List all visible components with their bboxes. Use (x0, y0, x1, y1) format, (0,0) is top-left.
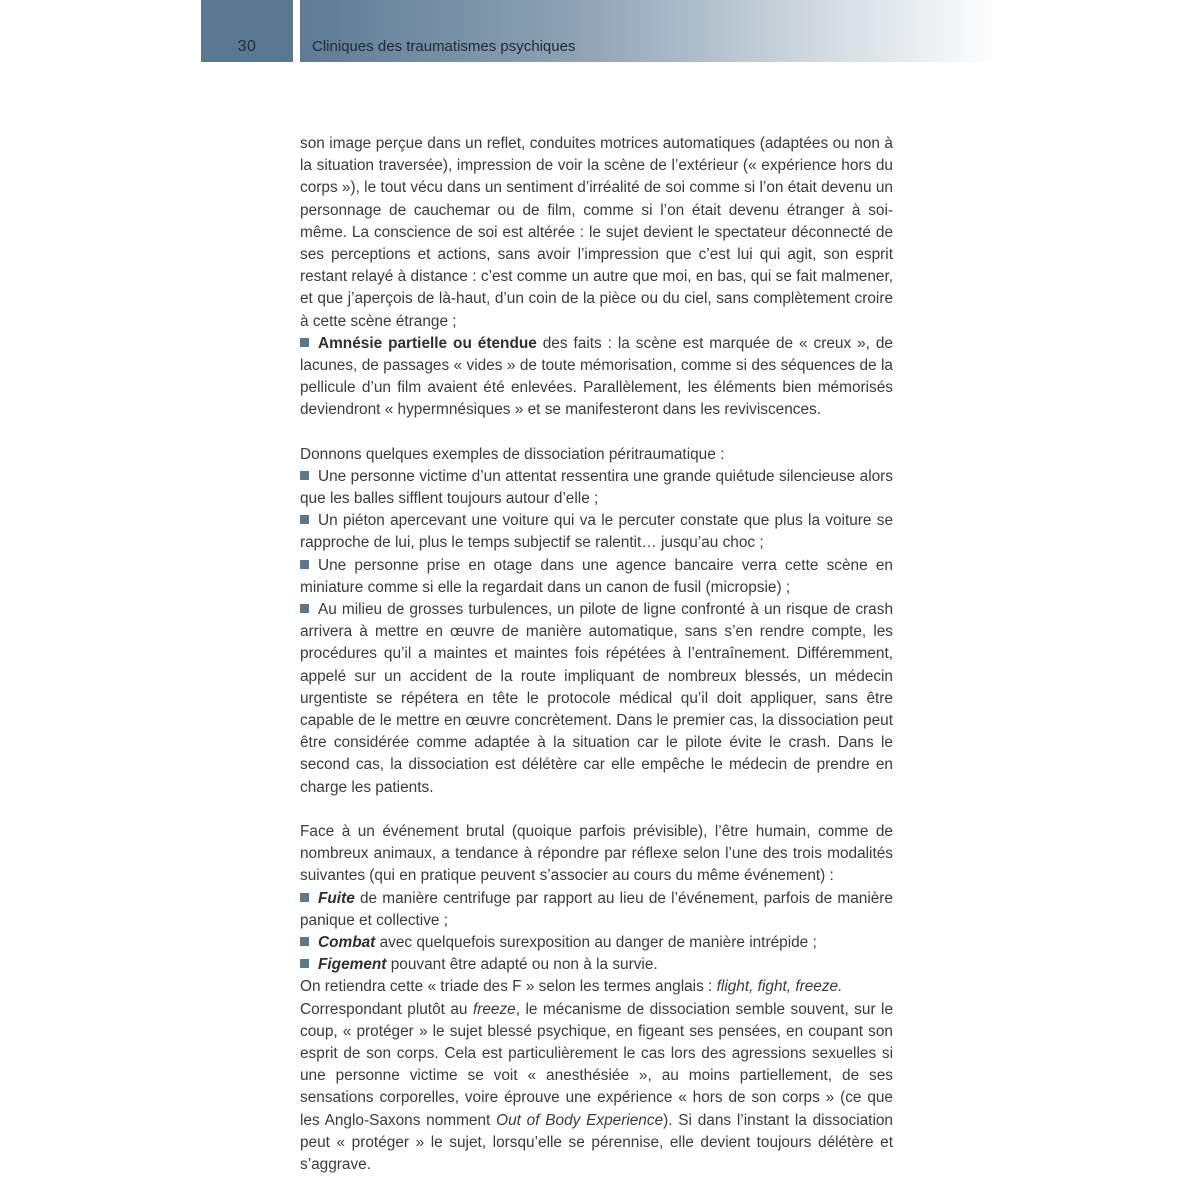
paragraph-depersonalization: son image perçue dans un reflet, conduites motrices automatiques (adaptées ou non à la situation traversée), impression de voir la scène de l’extérieur (« expérience hors du corps »), le tout vécu dans un sentiment d’irréalité de soi comme si l’on était devenu un personnage de cauchemar ou de film, comme si l’on était devenu étranger à soi-même. La conscience de soi est altérée : le sujet devient le spectateur déconnecté de ses perceptions et actions, sans avoir l’impression que c’est lui qui agit, son esprit restant relayé à distance : c’est comme un autre que moi, en bas, qui se fait malmener, et que j’aperçois de là-haut, d’un coin de la pièce ou du ciel, sans complètement croire à cette scène étrange ; (300, 135, 893, 330)
bullet-square-icon (300, 959, 309, 968)
list-item-example-4 (300, 599, 893, 799)
bullet-square-icon (300, 338, 309, 347)
list-item-example-1 (300, 466, 893, 510)
page-body (300, 133, 893, 1176)
triad-terms: flight, fight, freeze. (716, 978, 843, 996)
list-item-example-2 (300, 510, 893, 554)
amnesia-text: des faits : la scène est marquée de « creux », de lacunes, de passages « vides » de toute mémorisation, comme si des séquences de la pellicule d’un film avaient été enlevées. Parallèlement, les éléments bien mémorisés deviendront « hypermnésiques » et se manifesteront dans les reviviscences. (300, 334, 893, 419)
fuite-text: de manière centrifuge par rapport au lieu de l’événement, parfois de manière panique et collective ; (300, 889, 893, 929)
list-item-fuite (300, 888, 893, 932)
list-item-example-3 (300, 555, 893, 599)
bullet-square-icon (300, 471, 309, 480)
closing-text: Correspondant plutôt au (300, 1000, 473, 1018)
page-header (201, 0, 1001, 62)
example-text: Une personne victime d’un attentat ressentira une grande quiétude silencieuse alors que les balles sifflent toujours autour d’elle ; (300, 467, 893, 508)
example-text: Un piéton apercevant une voiture qui va le percuter constate que plus la voiture se rapproche de lui, plus le temps subjectif se ralentit… jusqu’au choc ; (300, 512, 893, 552)
term-freeze: freeze (472, 1000, 516, 1018)
example-text: Une personne prise en otage dans une agence bancaire verra cette scène en miniature comme si elle la regardait dans un canon de fusil (micropsie) ; (300, 556, 893, 596)
bullet-square-icon (300, 937, 309, 946)
bullet-square-icon (300, 893, 309, 902)
example-text: Au milieu de grosses turbulences, un pilote de ligne confronté à un risque de crash arrivera à mettre en œuvre de manière automatique, sans s’en rendre compte, les procédures qu’il a maintes et maintes fois répétées à l’entraînement. Différemment, appelé sur un accident de la route impliquant de nombreux blessés, un médecin urgentiste se répétera en tête le protocole médical qu’il doit appliquer, sans être capable de le mettre en œuvre concrètement. Dans le premier cas, la dissociation peut être considérée comme adaptée à la situation car le pilote évite le crash. Dans le second cas, la dissociation est délétère car elle empêche le médecin de prendre en charge les patients. (300, 601, 893, 796)
list-item-figement (300, 954, 893, 976)
figement-text: pouvant être adapté ou non à la survie. (386, 956, 658, 974)
term-oobe: Out of Body Experience (496, 1111, 664, 1129)
reflex-intro: Face à un événement brutal (quoique parfois prévisible), l’être humain, comme de nombreux animaux, a tendance à répondre par réflexe selon l’une des trois modalités suivantes (qui en pratique peuvent s’associer au cours du même événement) : (300, 822, 893, 885)
closing-paragraph (300, 999, 893, 1177)
closing-text: , le mécanisme de dissociation semble souvent, sur le coup, « protéger » le sujet blessé psychique, en figeant ses pensées, en coupant son esprit de son corps. Cela est particulièrement le cas lors des agressions sexuelles si une personne victime se voit « anesthésiée », au moins partiellement, de ses sensations corporelles, voire éprouve une expérience « hors de son corps » (ce que les Anglo-Saxons nomment (300, 1000, 893, 1129)
examples-intro: Donnons quelques exemples de dissociation péritraumatique : (300, 445, 725, 463)
page-number-box (201, 0, 293, 62)
bullet-square-icon (300, 560, 309, 569)
list-item-combat (300, 932, 893, 954)
term-combat: Combat (318, 933, 376, 951)
closing-text: ). Si dans l’instant la dissociation peut « protéger » le sujet, lorsqu’elle se pérennise, elle devient toujours délétère et s’aggrave. (300, 1111, 893, 1173)
term-fuite: Fuite (318, 889, 355, 907)
triad-sentence (300, 976, 893, 998)
list-item-amnesia (300, 333, 893, 422)
page-number: 30 (237, 38, 257, 55)
term-amnesia: Amnésie partielle ou étendue (318, 334, 537, 352)
triad-text: On retiendra cette « triade des F » selon les termes anglais : (300, 978, 717, 996)
running-title: Cliniques des traumatismes psychiques (312, 38, 576, 55)
bullet-square-icon (300, 515, 309, 524)
combat-text: avec quelquefois surexposition au danger de manière intrépide ; (375, 933, 817, 951)
running-title-band (300, 0, 1001, 62)
term-figement: Figement (318, 956, 387, 974)
bullet-square-icon (300, 604, 309, 613)
